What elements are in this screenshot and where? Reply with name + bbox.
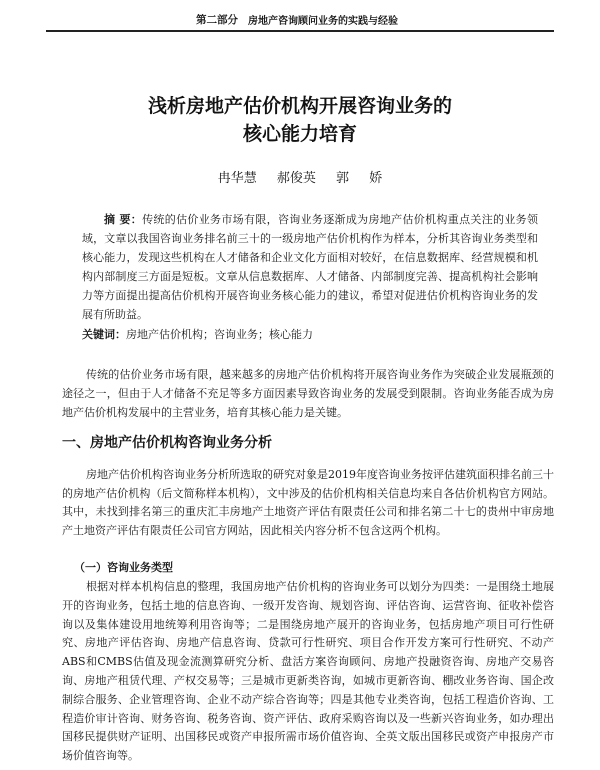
authors: 冉华慧 郝俊英 郭 娇 [217,171,383,186]
header-section: 第二部分 [196,13,238,26]
section-heading: 一、房地产估价机构咨询业务分析 [62,435,272,451]
title-line-1: 浅析房地产估价机构开展咨询业务的 [147,95,452,117]
article-title [0,92,600,148]
keywords-text: 房地产估价机构；咨询业务；核心能力 [126,328,313,341]
abstract [82,210,538,344]
intro-paragraph: 传统的估价业务市场有限，越来越多的房地产估价机构将开展咨询业务作为突破企业发展瓶颈的途径之一，但由于人才储备不充足等多方面因素导致咨询业务的发展受到限制。咨询业务能否成为房地产估价机构发展中的主营业务，培育其核心能力是关键。 [62,368,554,420]
abstract-body [82,210,538,324]
running-header [46,8,554,32]
abstract-text: 传统的估价业务市场有限，咨询业务逐渐成为房地产估价机构重点关注的业务领域，文章以我国咨询业务排名前三十的一级房地产估价机构作为样本，分析其咨询业务类型和核心能力，发现这些机构在人才储备和企业文化方面相对较好，在信息数据库、经营规模和机构内部制度三方面是短板。文章从信息数据库、人才储备、内部制度完善、提高机构社会影响力等方面提出提高估价机构开展咨询业务核心能力的建议，希望对促进估价机构咨询业务的发展有所助益。 [82,213,538,321]
section-paragraph-1: 房地产估价机构咨询业务分析所选取的研究对象是2019年度咨询业务按评估建筑面积排名前三十的房地产估价机构（后文简称样本机构），文中涉及的估价机构相关信息均来自各估价机构官方网站。其中，未找到排名第三的重庆汇丰房地产土地资产评估有限责任公司和排名第二十七的贵州中审房地产土地资产评估有限责任公司官方网站，因此相关内容分析不包含这两个机构。 [62,468,554,537]
subsection-heading: （一）咨询业务类型 [74,561,173,574]
header-topic: 房地产咨询顾问业务的实践与经验 [248,15,398,27]
abstract-label: 摘 要： [104,213,143,226]
section-paragraph-2: 根据对样本机构信息的整理，我国房地产估价机构的咨询业务可以划分为四类：一是围绕土地展开的咨询业务，包括土地的信息咨询、一级开发咨询、规划咨询、评估咨询、运营咨询、征收补偿咨询以及集体建设用地统筹利用咨询等；二是围绕房地产展开的咨询业务，包括房地产项目可行性研究、房地产评估咨询、房地产信息咨询、贷款可行性研究、项目合作开发方案可行性研究、不动产ABS和CMBS估值及现金流测算研究分析、盘活方案咨询顾问、房地产投融资咨询、房地产交易咨询、房地产租赁代理、产权交易等；三是城市更新类咨询，如城市更新咨询、棚改业务咨询、国企改制综合服务、企业管理咨询、企业不动产综合咨询等；四是其他专业类咨询，包括工程造价咨询、工程造价审计咨询、财务咨询、税务咨询、资产评估、政府采购咨询以及一些新兴咨询业务，如办理出国移民提供财产证明、出国移民或资产申报所需市场价值咨询、全英文版出国移民或资产申报房产市场价值咨询等。 [62,580,554,763]
keywords [82,325,538,344]
keywords-label: 关键词： [82,328,126,341]
title-line-2: 核心能力培育 [242,123,357,145]
